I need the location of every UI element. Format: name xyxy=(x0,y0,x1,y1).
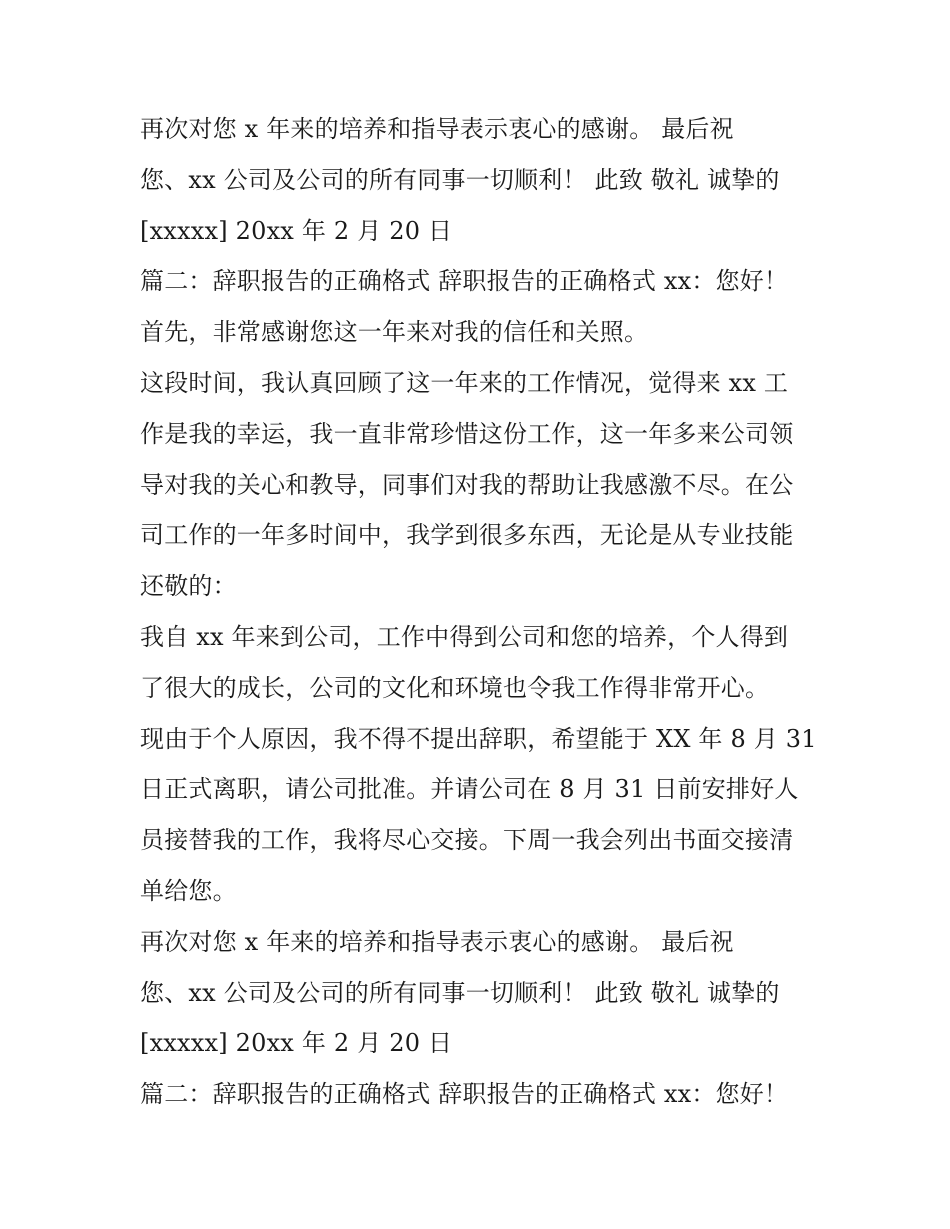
text-line: 司工作的一年多时间中，我学到很多东西，无论是从专业技能 xyxy=(140,521,794,550)
document-body xyxy=(140,104,830,1120)
text-line: 现由于个人原因，我不得不提出辞职，希望能于 XX 年 8 月 31 xyxy=(140,724,817,753)
text-line: 篇二：辞职报告的正确格式 辞职报告的正确格式 xx：您好！ xyxy=(140,1080,789,1109)
text-line: 再次对您 x 年来的培养和指导表示衷心的感谢。 最后祝 xyxy=(140,927,734,956)
text-line: 您、xx 公司及公司的所有同事一切顺利！ 此致 敬礼 诚挚的 xyxy=(140,978,780,1007)
text-line: [xxxxx] 20xx 年 2 月 20 日 xyxy=(140,216,453,245)
text-line: 单给您。 xyxy=(140,876,237,905)
text-line: 我自 xx 年来到公司，工作中得到公司和您的培养，个人得到 xyxy=(140,622,789,651)
text-line: 还敬的： xyxy=(140,572,237,601)
text-line: 首先，非常感谢您这一年来对我的信任和关照。 xyxy=(140,318,649,347)
text-line: 再次对您 x 年来的培养和指导表示衷心的感谢。 最后祝 xyxy=(140,115,734,143)
text-line: [xxxxx] 20xx 年 2 月 20 日 xyxy=(140,1029,453,1058)
text-line: 日正式离职，请公司批准。并请公司在 8 月 31 日前安排好人 xyxy=(140,775,799,804)
text-line: 这段时间，我认真回顾了这一年来的工作情况，觉得来 xx 工 xyxy=(140,368,789,397)
text-line: 篇二：辞职报告的正确格式 辞职报告的正确格式 xx：您好！ xyxy=(140,267,789,296)
text-line: 导对我的关心和教导，同事们对我的帮助让我感激不尽。在公 xyxy=(140,470,794,499)
text-line: 了很大的成长，公司的文化和环境也令我工作得非常开心。 xyxy=(140,673,770,702)
text-line: 作是我的幸运，我一直非常珍惜这份工作，这一年多来公司领 xyxy=(140,419,794,448)
text-line: 您、xx 公司及公司的所有同事一切顺利！ 此致 敬礼 诚挚的 xyxy=(140,165,780,194)
text-line: 员接替我的工作，我将尽心交接。下周一我会列出书面交接清 xyxy=(140,826,794,855)
